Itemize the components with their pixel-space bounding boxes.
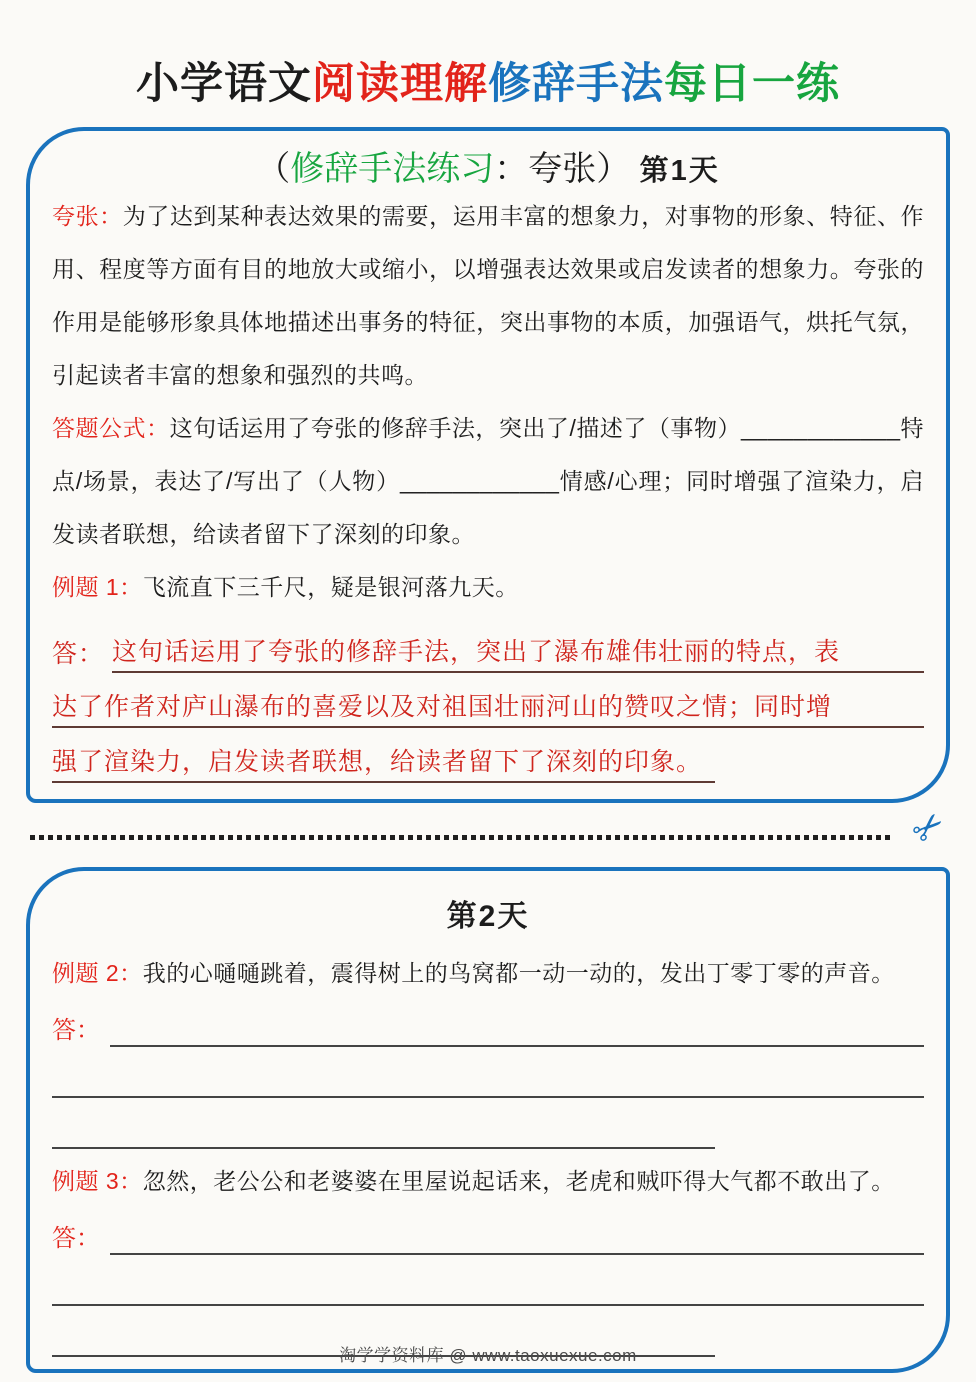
example1-row <box>52 561 924 614</box>
example2-row <box>52 955 924 991</box>
subtitle-practice-type: 修辞手法练习 <box>290 150 495 188</box>
example3-text: 忽然，老公公和老婆婆在里屋说起话来，老虎和贼吓得大气都不敢出了。 <box>142 1168 895 1194</box>
answer-label: 答： <box>52 640 105 668</box>
answer-line-3-text: 强了渲染力，启发读者联想，给读者留下了深刻的印象。 <box>52 742 715 783</box>
example2-text: 我的心嗵嗵跳着，震得树上的鸟窝都一动一动的，发出丁零丁零的声音。 <box>142 960 895 986</box>
footer-watermark: 淘学学资料库 @ www.taoxuexue.com <box>339 1346 637 1365</box>
day1-answer <box>52 618 924 783</box>
formula-paragraph <box>52 402 924 561</box>
title-segment-rhetoric: 修辞手法 <box>488 60 664 108</box>
day1-subtitle <box>52 141 924 190</box>
answer-line-2-text: 达了作者对庐山瀑布的喜爱以及对祖国壮丽河山的赞叹之情；同时增 <box>52 687 924 728</box>
answer2-first-line <box>52 997 924 1047</box>
answer-line-1 <box>52 618 924 673</box>
answer3-blank-2 <box>52 1255 924 1306</box>
example2-label: 例题 2： <box>52 960 143 986</box>
formula-label: 答题公式： <box>52 415 170 441</box>
answer3-blank-1 <box>110 1205 924 1255</box>
title-segment-daily: 每日一练 <box>664 60 840 108</box>
answer-line-2 <box>52 673 924 728</box>
page-title <box>0 0 976 111</box>
answer2-blank-1 <box>110 997 924 1047</box>
answer2-blank-3 <box>52 1098 715 1149</box>
day2-panel <box>26 867 950 1373</box>
answer-line-3 <box>52 728 924 783</box>
title-segment-reading: 阅读理解 <box>312 60 488 108</box>
day1-panel <box>26 127 950 803</box>
answer2-blank-2 <box>52 1047 924 1098</box>
day2-label: 第2天 <box>446 900 530 933</box>
cut-line <box>30 801 954 857</box>
definition-label: 夸张： <box>52 203 123 229</box>
definition-paragraph <box>52 190 924 402</box>
example3-label: 例题 3： <box>52 1168 143 1194</box>
subtitle-topic: ：夸张） <box>494 150 631 188</box>
example1-text: 飞流直下三千尺，疑是银河落九天。 <box>142 574 519 600</box>
title-segment-subject: 小学语文 <box>136 60 312 108</box>
scissors-icon: ✂ <box>903 801 954 854</box>
example1-label: 例题 1： <box>52 574 143 600</box>
answer3-first-line <box>52 1205 924 1255</box>
day1-label: 第1天 <box>639 155 720 187</box>
formula-text: 这句话运用了夸张的修辞手法，突出了/描述了（事物）____________特点/场景，表达了/写出了（人物）____________情感/心理；同时增强了渲染力，启发读者联想，给读者留下了深刻的印象。 <box>52 415 925 547</box>
answer-line-1-text: 这句话运用了夸张的修辞手法，突出了瀑布雄伟壮丽的特点，表 <box>112 632 924 673</box>
dotted-cut-line <box>30 835 894 840</box>
answer3-label: 答： <box>52 1225 100 1252</box>
example3-row <box>52 1163 924 1199</box>
answer2-label: 答： <box>52 1017 100 1044</box>
subtitle-paren-open: （ <box>256 150 291 188</box>
definition-text: 为了达到某种表达效果的需要，运用丰富的想象力，对事物的形象、特征、作用、程度等方面有目的地放大或缩小，以增强表达效果或启发读者的想象力。夸张的作用是能够形象具体地描述出事务的特征，突出事物的本质，加强语气，烘托气氛，引起读者丰富的想象和强烈的共鸣。 <box>52 203 925 388</box>
